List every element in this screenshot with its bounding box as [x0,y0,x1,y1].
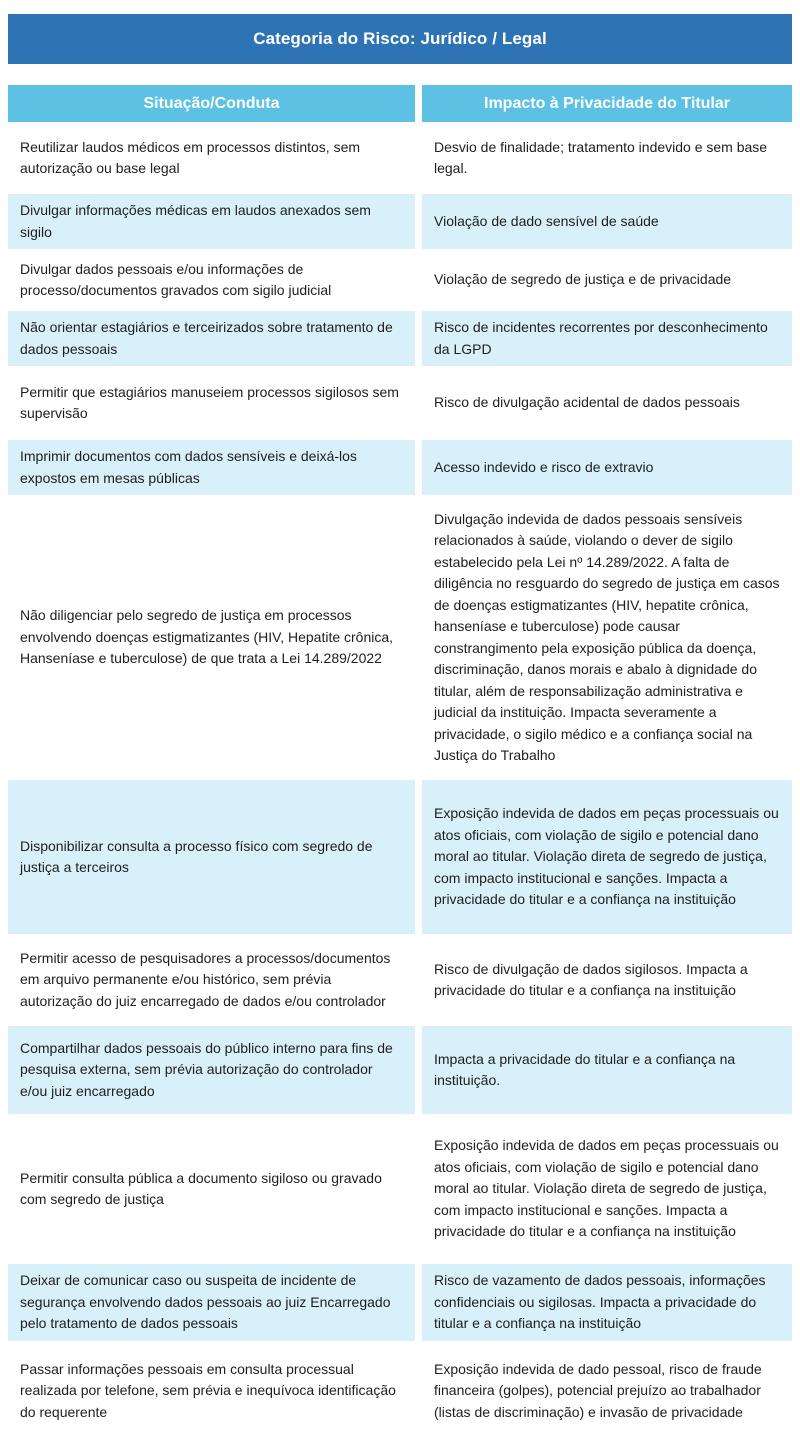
impacto-text: Acesso indevido e risco de extravio [434,458,654,475]
situacao-text: Não diligenciar pelo segredo de justiça em processos envolvendo doenças estigmatizantes (HIV, Hepatite crônica, Hanseníase e tuberculose) de que trata a Lei 14.289/2022 [20,607,394,667]
situacao-text: Permitir acesso de pesquisadores a processos/documentos em arquivo permanente e/ou histórico, sem prévia autorização do juiz encarregado de dados e/ou controlador [20,949,391,1009]
impacto-cell [422,440,792,495]
situacao-text: Disponibilizar consulta a processo físico com segredo de justiça a terceiros [20,837,373,875]
situacao-cell [8,249,415,311]
impacto-text: Divulgação indevida de dados pessoais sensíveis relacionados à saúde, violando o dever de sigilo estabelecido pela Lei nº 14.289/2022. A falta de diligência no resguardo do segredo de justiça em casos de doenças estigmatizantes (HIV, hepatite crônica, hanseníase e tuberculose) pode causar constrangimento pela exposição pública da doença, discriminação, danos morais e abalo à dignidade do titular, além de responsabilização administrativa e judicial da instituição. Impacta severamente a privacidade, o sigilo médico e a confiança social na Justiça do Trabalho [434,510,780,763]
table-row [8,495,792,780]
table-row [8,1341,792,1442]
situacao-text: Divulgar dados pessoais e/ou informações de processo/documentos gravados com sigilo judicial [20,260,332,298]
situacao-cell [8,122,415,194]
impacto-text: Exposição indevida de dado pessoal, risco de fraude financeira (golpes), potencial prejuízo ao trabalhador (listas de discriminação) e invasão de privacidade [434,1360,762,1420]
impacto-text: Violação de segredo de justiça e de privacidade [434,271,732,288]
table-row [8,780,792,934]
situacao-cell [8,1341,415,1442]
table-row [8,366,792,440]
impacto-text: Impacta a privacidade do titular e a confiança na instituição. [434,1050,736,1088]
situacao-text: Deixar de comunicar caso ou suspeita de incidente de segurança envolvendo dados pessoais ao juiz Encarregado pelo tratamento de dados pessoais [20,1272,391,1331]
impacto-text: Risco de vazamento de dados pessoais, informações confidenciais ou sigilosas. Impacta a privacidade do titular e a confiança na instituição [434,1272,766,1331]
situacao-cell [8,311,415,366]
situacao-text: Compartilhar dados pessoais do público interno para fins de pesquisa externa, sem prévia autorização do controlador e/ou juiz encarregado [20,1039,393,1099]
situacao-text: Imprimir documentos com dados sensíveis e deixá-los expostos em mesas públicas [20,448,357,486]
table-row [8,1114,792,1264]
impacto-cell [422,780,792,934]
table-row [8,249,792,311]
impacto-text: Risco de incidentes recorrentes por desconhecimento da LGPD [434,319,768,357]
table-row [8,194,792,249]
impacto-cell [422,122,792,194]
situacao-cell [8,1026,415,1114]
impacto-text: Risco de divulgação de dados sigilosos. Impacta a privacidade do titular e a confiança na instituição [434,960,748,998]
impacto-text: Desvio de finalidade; tratamento indevido e sem base legal. [434,138,768,176]
situacao-cell [8,1264,415,1341]
impacto-cell [422,495,792,780]
impacto-cell [422,1114,792,1264]
situacao-cell [8,194,415,249]
table-body [8,122,792,1442]
impacto-text: Exposição indevida de dados em peças processuais ou atos oficiais, com violação de sigilo e potencial dano moral ao titular. Violação direta de segredo de justiça, com impacto institucional e sanções. Impacta a privacidade do titular e a confiança na instituição [434,1137,779,1240]
situacao-cell [8,440,415,495]
impacto-cell [422,194,792,249]
situacao-text: Permitir consulta pública a documento sigiloso ou gravado com segredo de justiça [20,1169,382,1207]
situacao-cell [8,1114,415,1264]
impacto-cell [422,1026,792,1114]
table-row [8,1264,792,1341]
situacao-cell [8,495,415,780]
situacao-cell [8,934,415,1026]
situacao-cell [8,780,415,934]
column-header-situacao-conduta: Situação/Conduta [8,85,415,122]
table-header-row [8,85,792,122]
situacao-text: Passar informações pessoais em consulta processual realizada por telefone, sem prévia e inequívoca identificação do requerente [20,1360,396,1420]
table-row [8,440,792,495]
impacto-cell [422,1341,792,1442]
situacao-text: Reutilizar laudos médicos em processos distintos, sem autorização ou base legal [20,138,361,176]
impacto-cell [422,366,792,440]
situacao-text: Não orientar estagiários e terceirizados sobre tratamento de dados pessoais [20,319,393,357]
impacto-text: Violação de dado sensível de saúde [434,212,659,229]
situacao-text: Divulgar informações médicas em laudos anexados sem sigilo [20,202,371,240]
situacao-cell [8,366,415,440]
impacto-cell [422,934,792,1026]
category-title: Categoria do Risco: Jurídico / Legal [253,29,547,48]
table-row [8,122,792,194]
column-header-impacto-privacidade: Impacto à Privacidade do Titular [422,85,792,122]
risk-table-page [8,14,792,1442]
situacao-text: Permitir que estagiários manuseiem processos sigilosos sem supervisão [20,383,399,421]
table-row [8,311,792,366]
category-title-bar [8,14,792,64]
table-row [8,934,792,1026]
table-row [8,1026,792,1114]
impacto-cell [422,249,792,311]
impacto-text: Exposição indevida de dados em peças processuais ou atos oficiais, com violação de sigilo e potencial dano moral ao titular. Violação direta de segredo de justiça, com impacto institucional e sanções. Impacta a privacidade do titular e a confiança na instituição [434,805,779,908]
impacto-text: Risco de divulgação acidental de dados pessoais [434,394,740,411]
impacto-cell [422,311,792,366]
impacto-cell [422,1264,792,1341]
